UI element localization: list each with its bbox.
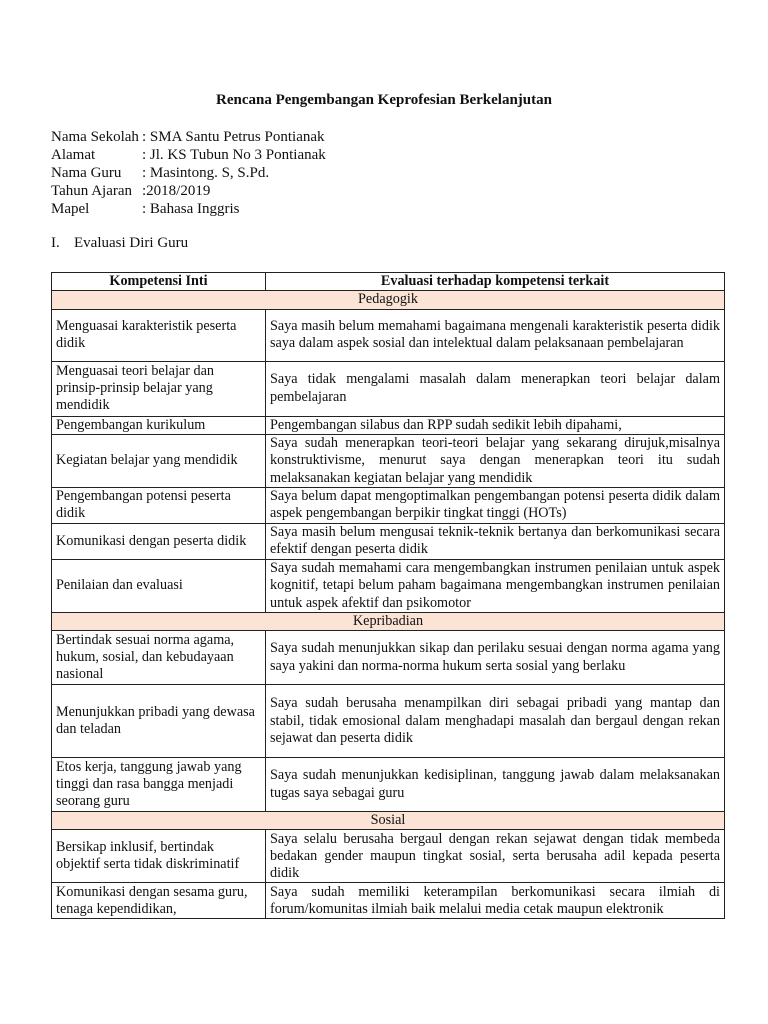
evaluasi-cell: Saya sudah menunjukkan kedisiplinan, tanggung jawab dalam melaksanakan tugas saya sebagai guru	[266, 758, 725, 812]
evaluasi-cell: Saya belum dapat mengoptimalkan pengembangan potensi peserta didik dalam aspek pengembangan berpikir tingkat tinggi (HOTs)	[266, 487, 725, 523]
table-row	[52, 487, 725, 523]
table-row	[52, 434, 725, 487]
table-row	[52, 416, 725, 434]
table-row	[52, 830, 725, 883]
table-row	[52, 883, 725, 919]
info-key: Tahun Ajaran	[51, 183, 133, 199]
info-row-subject	[51, 200, 326, 218]
info-key: Nama Guru	[51, 165, 122, 181]
kompetensi-cell: Pengembangan kurikulum	[52, 416, 266, 434]
table-row	[52, 758, 725, 812]
table-row	[52, 631, 725, 685]
category-row-pedagogik	[52, 291, 725, 309]
info-row-teacher	[51, 164, 326, 182]
evaluasi-cell: Saya sudah memiliki keterampilan berkomunikasi secara ilmiah di forum/komunitas ilmiah baik melalui media cetak maupun elektronik	[266, 883, 725, 919]
info-value: : Bahasa Inggris	[142, 201, 240, 217]
table-row	[52, 685, 725, 758]
info-value: : SMA Santu Petrus Pontianak	[142, 129, 325, 145]
kompetensi-cell: Komunikasi dengan peserta didik	[52, 523, 266, 559]
kompetensi-cell: Komunikasi dengan sesama guru, tenaga kependidikan,	[52, 883, 266, 919]
section-heading	[51, 235, 188, 252]
evaluasi-cell: Saya masih belum mengusai teknik-teknik bertanya dan berkomunikasi secara efektif dengan peserta didik	[266, 523, 725, 559]
teacher-info	[51, 128, 326, 218]
info-key: Nama Sekolah	[51, 129, 139, 145]
header-kompetensi: Kompetensi Inti	[52, 273, 266, 291]
evaluasi-cell: Saya sudah menunjukkan sikap dan perilaku sesuai dengan norma agama yang saya yakini dan norma-norma hukum serta sosial yang berlaku	[266, 631, 725, 685]
info-value: : Masintong. S, S.Pd.	[142, 165, 270, 181]
header-evaluasi: Evaluasi terhadap kompetensi terkait	[266, 273, 725, 291]
table-row	[52, 361, 725, 416]
kompetensi-cell: Penilaian dan evaluasi	[52, 559, 266, 612]
kompetensi-cell: Kegiatan belajar yang mendidik	[52, 434, 266, 487]
info-row-school	[51, 128, 326, 146]
info-row-address	[51, 146, 326, 164]
info-value: : Jl. KS Tubun No 3 Pontianak	[142, 147, 326, 163]
evaluasi-cell: Saya sudah memahami cara mengembangkan instrumen penilaian untuk aspek kognitif, tetapi belum paham bagaimana mengembangkan instrumen penilaian untuk aspek afektif dan psikomotor	[266, 559, 725, 612]
category-label: Pedagogik	[52, 291, 725, 309]
category-row-kepribadian	[52, 612, 725, 630]
category-row-sosial	[52, 812, 725, 830]
kompetensi-cell: Pengembangan potensi peserta didik	[52, 487, 266, 523]
kompetensi-cell: Menguasai karakteristik peserta didik	[52, 309, 266, 361]
evaluation-table	[51, 272, 725, 919]
category-label: Kepribadian	[52, 612, 725, 630]
kompetensi-cell: Bertindak sesuai norma agama, hukum, sosial, dan kebudayaan nasional	[52, 631, 266, 685]
evaluasi-cell: Pengembangan silabus dan RPP sudah sedikit lebih dipahami,	[266, 416, 725, 434]
info-row-year	[51, 182, 326, 200]
evaluasi-cell: Saya tidak mengalami masalah dalam menerapkan teori belajar dalam pembelajaran	[266, 361, 725, 416]
category-label: Sosial	[52, 812, 725, 830]
info-key: Mapel	[51, 201, 90, 217]
kompetensi-cell: Bersikap inklusif, bertindak objektif serta tidak diskriminatif	[52, 830, 266, 883]
table-row	[52, 559, 725, 612]
kompetensi-cell: Etos kerja, tanggung jawab yang tinggi dan rasa bangga menjadi seorang guru	[52, 758, 266, 812]
kompetensi-cell: Menguasai teori belajar dan prinsip-prinsip belajar yang mendidik	[52, 361, 266, 416]
table-row	[52, 523, 725, 559]
kompetensi-cell: Menunjukkan pribadi yang dewasa dan teladan	[52, 685, 266, 758]
info-value: :2018/2019	[142, 183, 211, 199]
table-header-row	[52, 273, 725, 291]
evaluasi-cell: Saya sudah menerapkan teori-teori belajar yang sekarang dirujuk,misalnya konstruktivisme, menurut saya dengan menerapkan teori itu sudah melaksanakan kegiatan belajar yang mendidik	[266, 434, 725, 487]
section-number: I.	[51, 235, 60, 251]
evaluasi-cell: Saya selalu berusaha bergaul dengan rekan sejawat dengan tidak membeda bedakan gender maupun tingkat sosial, serta berusaha adil kepada peserta didik	[266, 830, 725, 883]
evaluasi-cell: Saya masih belum memahami bagaimana mengenali karakteristik peserta didik saya dalam aspek sosial dan intelektual dalam pelaksanaan pembelajaran	[266, 309, 725, 361]
section-title: Evaluasi Diri Guru	[74, 235, 189, 251]
table-row	[52, 309, 725, 361]
evaluasi-cell: Saya sudah berusaha menampilkan diri sebagai pribadi yang mantap dan stabil, tidak emosional dalam menghadapi masalah dan bergaul dengan rekan sejawat dan peserta didik	[266, 685, 725, 758]
document-title: Rencana Pengembangan Keprofesian Berkelanjutan	[216, 92, 552, 108]
info-key: Alamat	[51, 147, 96, 163]
